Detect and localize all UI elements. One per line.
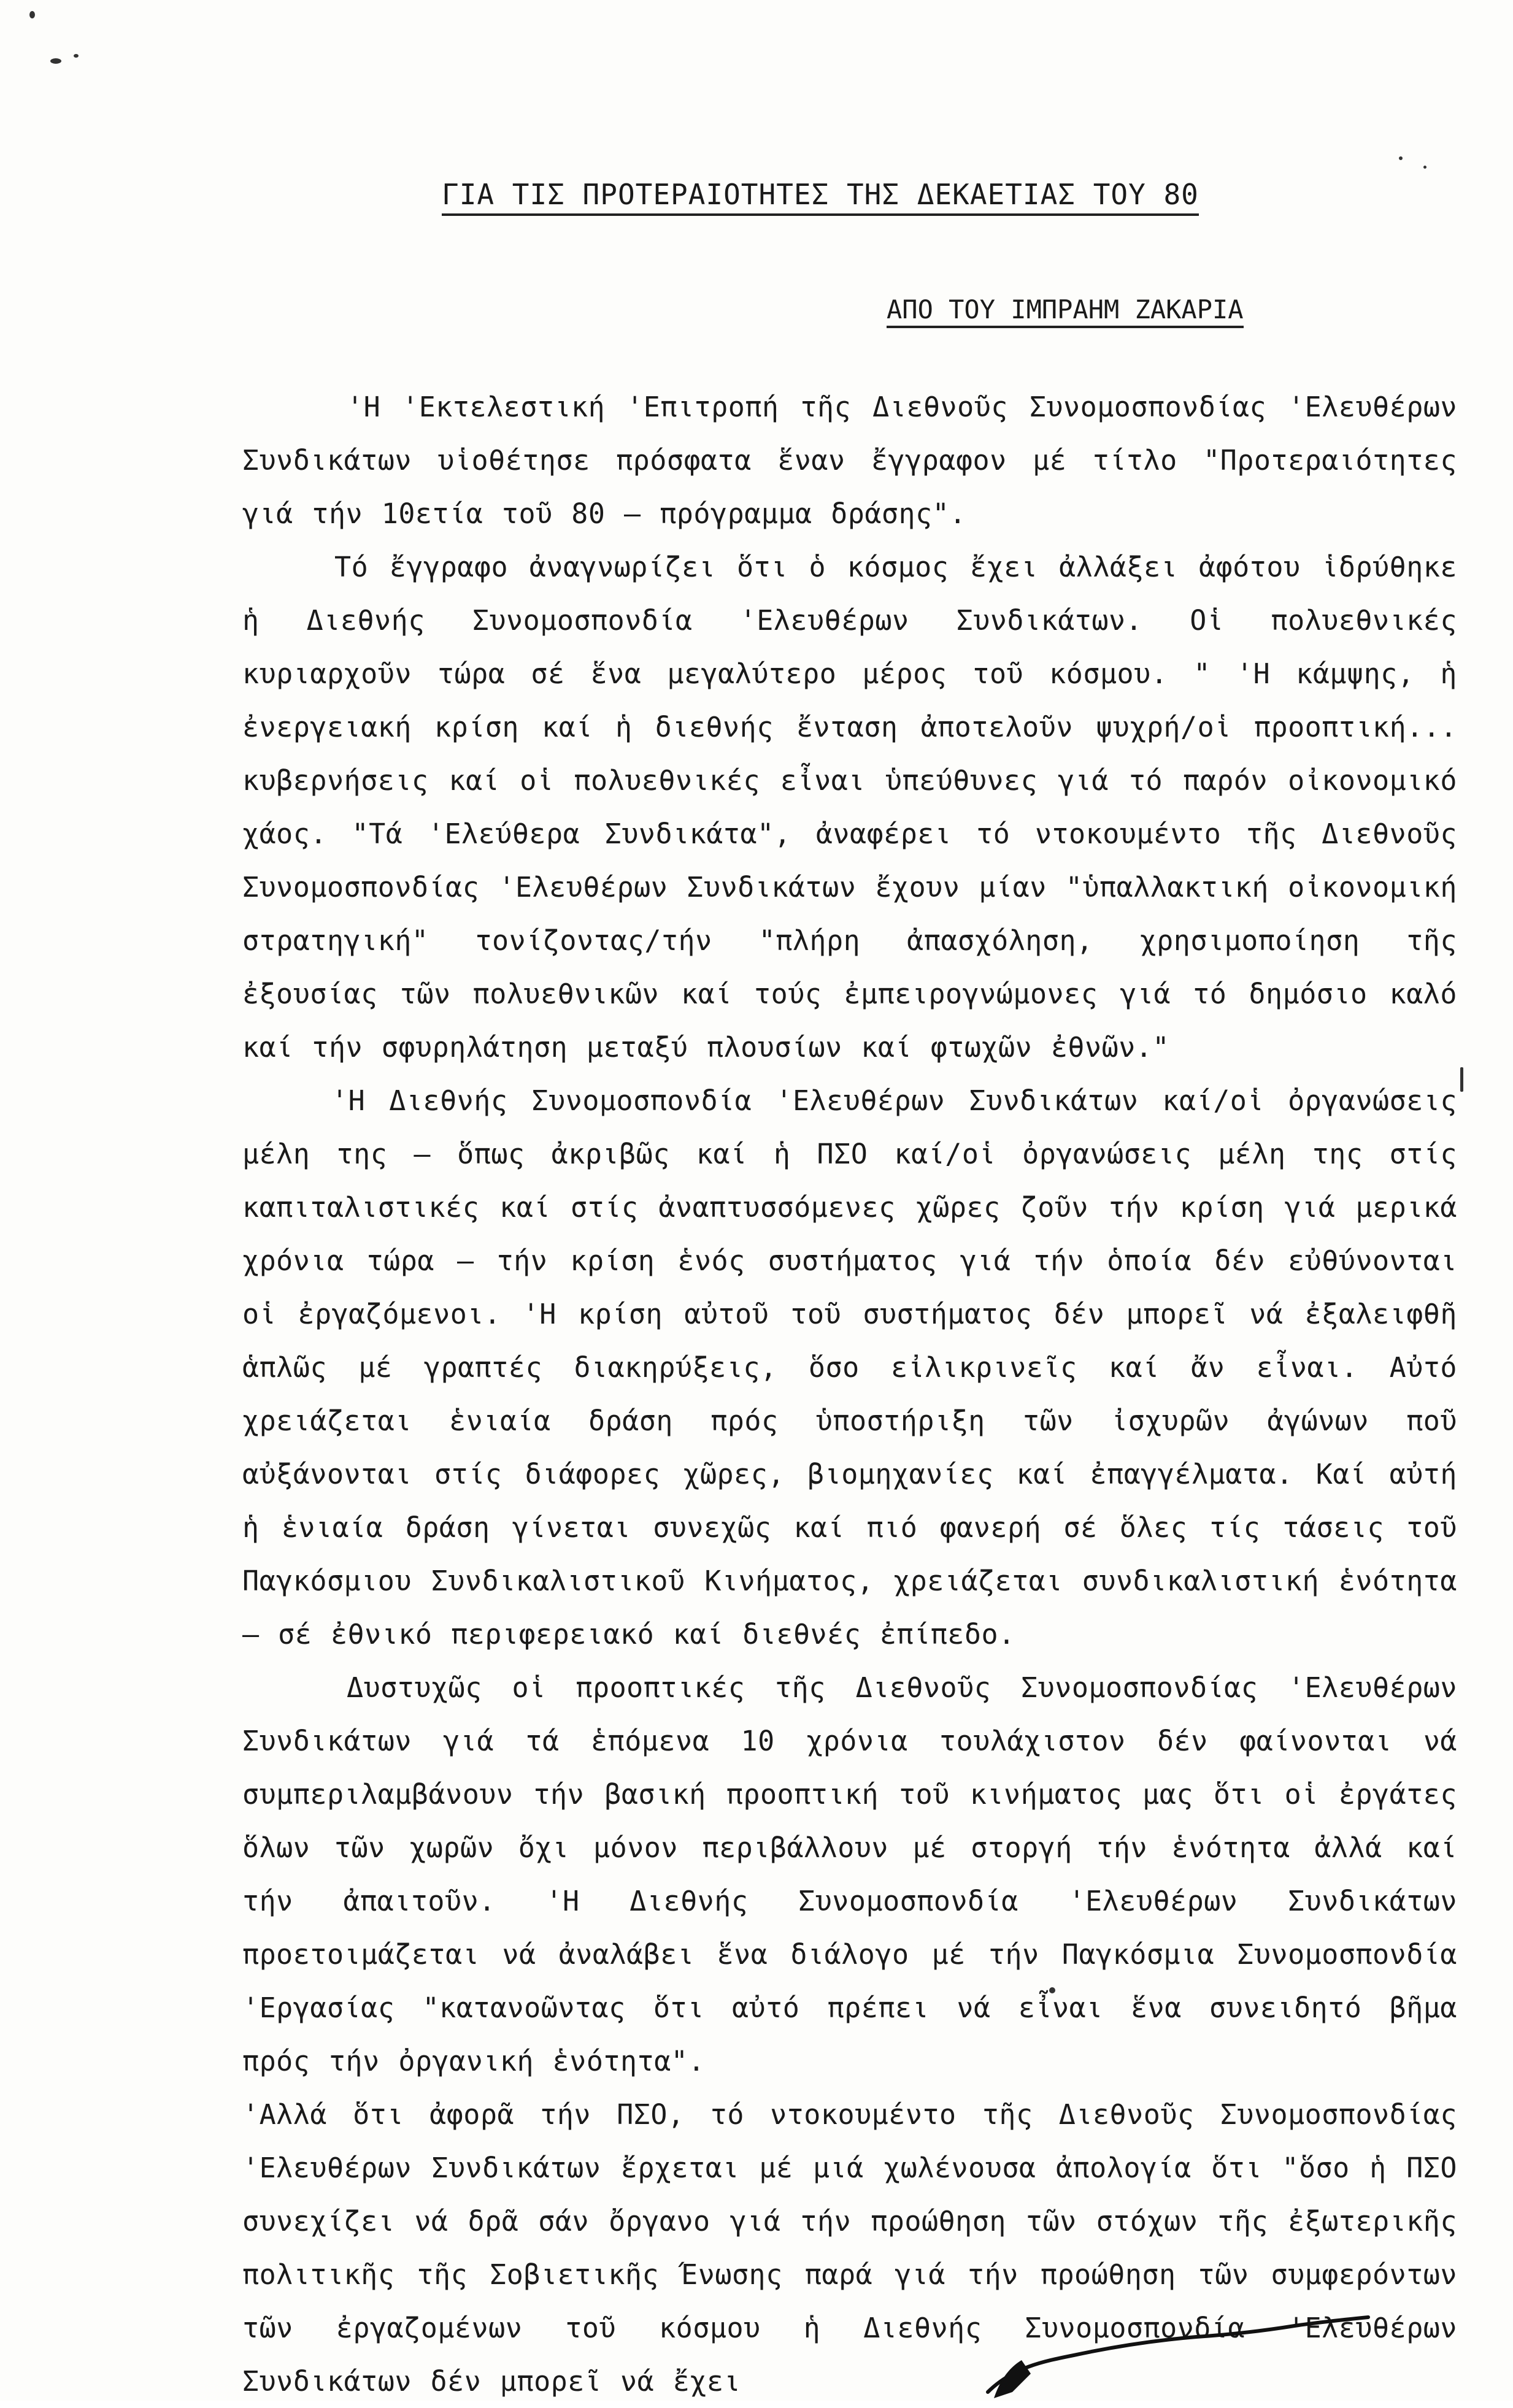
paragraph: 'Αλλά ὅτι ἀφορᾶ τήν ΠΣΟ, τό ντοκουμέντο τῆς Διεθνοῦς Συνομοσπονδίας 'Ελευθέρων Συνδικάτων ἔρχεται μέ μιά χωλένουσα ἀπολογία ὅτι "ὅσο ἡ ΠΣΟ συνεχίζει νά δρᾶ σάν ὄργανο γιά τήν προώθηση τῶν στόχων τῆς ἐξωτερικῆς πολιτικῆς τῆς Σοβιετικῆς Ένωσης παρά γιά τήν προώθηση τῶν συμφερόντων τῶν ἐργαζομένων τοῦ κόσμου ἡ Διεθνής Συνομοσπονδία 'Ελευθέρων Συνδικάτων δέν μπορεῖ νά ἔχει xyxy=(242,2098,1457,2398)
handwritten-mark xyxy=(976,2288,1405,2401)
scan-speck xyxy=(50,58,61,64)
document-author: ΑΠΟ ΤΟΥ ΙΜΠΡΑΗΜ ΖΑΚΑΡΙΑ xyxy=(887,294,1244,328)
document-title: ΓΙΑ ΤΙΣ ΠΡΟΤΕΡΑΙΟΤΗΤΕΣ ΤΗΣ ΔΕΚΑΕΤΙΑΣ ΤΟΥ 80 xyxy=(442,178,1199,216)
scan-speck xyxy=(29,11,35,18)
scan-speck xyxy=(1399,156,1403,160)
scan-speck xyxy=(1460,1067,1463,1092)
paragraph: 'Η 'Εκτελεστική 'Επιτροπή τῆς Διεθνοῦς Συνομοσπονδίας 'Ελευθέρων Συνδικάτων υἱοθέτησε πρόσφατα ἕναν ἔγγραφον μέ τίτλο "Προτεραιότητες γιά τήν 10ετία τοῦ 80 – πρόγραμμα δράσης". xyxy=(242,391,1457,530)
document-body xyxy=(242,380,1457,2408)
scan-speck xyxy=(1423,166,1426,169)
paragraph: Τό ἔγγραφο ἀναγνωρίζει ὅτι ὁ κόσμος ἔχει ἀλλάξει ἀφότου ἱδρύθηκε ἡ Διεθνής Συνομοσπονδία 'Ελευθέρων Συνδικάτων. Οἱ πολυεθνικές κυριαρχοῦν τώρα σέ ἕνα μεγαλύτερο μέρος τοῦ κόσμου. " 'Η κάμψης, ἡ ἐνεργειακή κρίση καί ἡ διεθνής ἔνταση ἀποτελοῦν ψυχρή/οἱ προοπτική... κυβερνήσεις καί οἱ πολυεθνικές εἶναι ὑπεύθυνες γιά τό παρόν οἰκονομικό χάος. "Τά 'Ελεύθερα Συνδικάτα", ἀναφέρει τό ντοκουμέντο τῆς Διεθνοῦς Συνομοσπονδίας 'Ελευθέρων Συνδικάτων ἔχουν μίαν "ὑπαλλακτική οἰκονομική στρατηγική" τονίζοντας/τήν "πλήρη ἀπασχόληση, χρησιμοποίηση τῆς ἐξουσίας τῶν πολυεθνικῶν καί τούς ἐμπειρογνώμονες γιά τό δημόσιο καλό καί τήν σφυρηλάτηση μεταξύ πλουσίων καί φτωχῶν ἐθνῶν." xyxy=(242,551,1457,1064)
paragraph: 'Η Διεθνής Συνομοσπονδία 'Ελευθέρων Συνδικάτων καί/οἱ ὀργανώσεις μέλη της – ὅπως ἀκριβῶς καί ἡ ΠΣΟ καί/οἱ ὀργανώσεις μέλη της στίς καπιταλιστικές καί στίς ἀναπτυσσόμενες χῶρες ζοῦν τήν κρίση γιά μερικά χρόνια τώρα – τήν κρίση ἑνός συστήματος γιά τήν ὁποία δέν εὐθύνονται οἱ ἐργαζόμενοι. 'Η κρίση αὐτοῦ τοῦ συστήματος δέν μπορεῖ νά ἐξαλειφθῆ ἁπλῶς μέ γραπτές διακηρύξεις, ὅσο εἰλικρινεῖς καί ἄν εἶναι. Αὐτό χρειάζεται ἑνιαία δράση πρός ὑποστήριξη τῶν ἰσχυρῶν ἀγώνων ποῦ αὐξάνονται στίς διάφορες χῶρες, βιομηχανίες καί ἐπαγγέλματα. Καί αὐτή ἡ ἑνιαία δράση γίνεται συνεχῶς καί πιό φανερή σέ ὅλες τίς τάσεις τοῦ Παγκόσμιου Συνδικαλιστικοῦ Κινήματος, χρειάζεται συνδικαλιστική ἑνότητα – σέ ἐθνικό περιφερειακό καί διεθνές ἐπίπεδο. xyxy=(242,1084,1457,1651)
scan-speck xyxy=(74,54,79,58)
paragraph: Δυστυχῶς οἱ προοπτικές τῆς Διεθνοῦς Συνομοσπονδίας 'Ελευθέρων Συνδικάτων γιά τά ἑπόμενα 10 χρόνια τουλάχιστον δέν φαίνονται νά συμπεριλαμβάνουν τήν βασική προοπτική τοῦ κινήματος μας ὅτι οἱ ἐργάτες ὅλων τῶν χωρῶν ὄχι μόνον περιβάλλουν μέ στοργή τήν ἑνότητα ἀλλά καί τήν ἀπαιτοῦν. 'Η Διεθνής Συνομοσπονδία 'Ελευθέρων Συνδικάτων προετοιμάζεται νά ἀναλάβει ἕνα διάλογο μέ τήν Παγκόσμια Συνομοσπονδία 'Εργασίας "κατανοῶντας ὅτι αὐτό πρέπει νά εἶναι ἕνα συνειδητό βῆμα πρός τήν ὀργανική ἑνότητα". xyxy=(242,1671,1457,2077)
